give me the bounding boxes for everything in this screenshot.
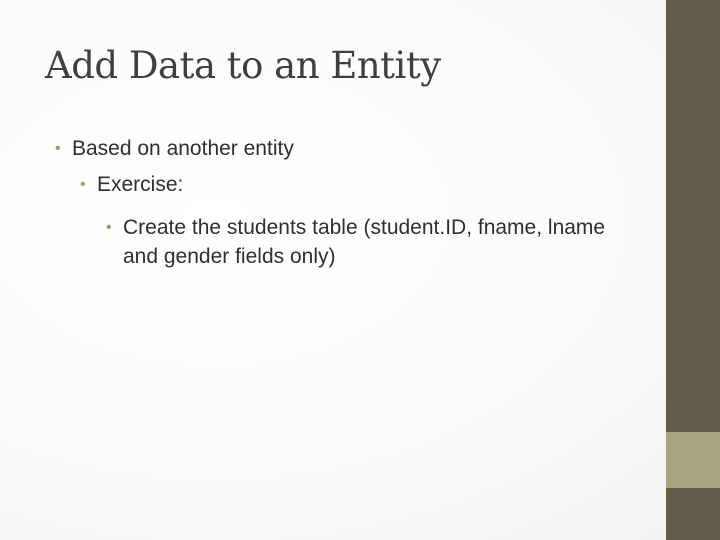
bullet-dot-icon: • [106,219,112,236]
bullet-text: Create the students table (student.ID, fname, lname and gender fields only) [123,216,606,268]
bullet-item-level-2 [80,170,637,199]
bullet-text: Exercise: [97,173,184,196]
slide-title: Add Data to an Entity [45,44,441,87]
sidebar-accent-block [666,432,720,488]
bullet-dot-icon: • [55,140,61,157]
bullet-item-level-1 [55,134,632,163]
sidebar-decoration [666,0,720,540]
bullet-text: Based on another entity [72,137,294,160]
bullet-item-level-3 [106,213,643,271]
bullet-dot-icon: • [80,176,86,193]
